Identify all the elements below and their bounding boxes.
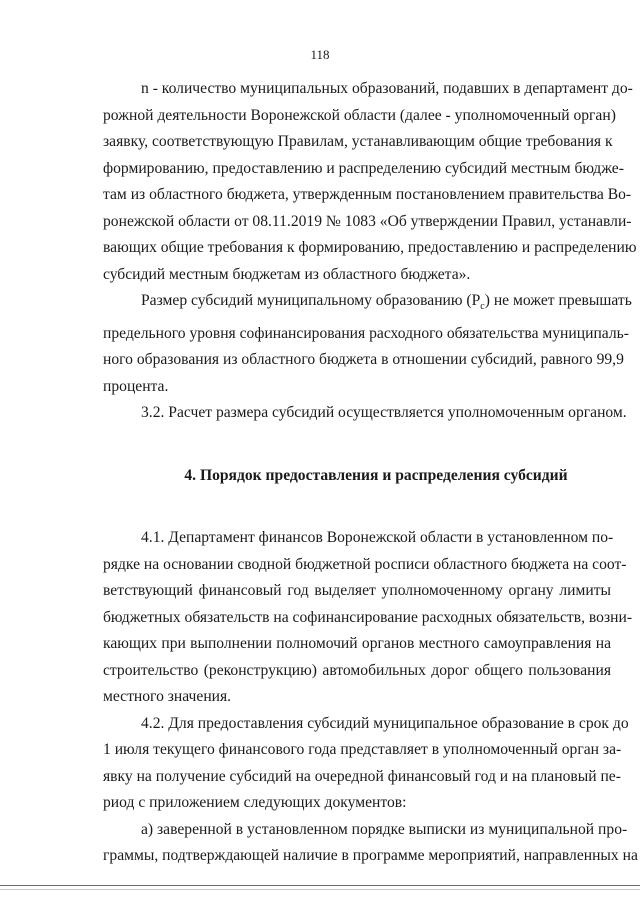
text-line: рожной деятельности Воронежской области (далее - уполномоченный орган) <box>103 106 616 124</box>
text-line: кающих при выполнении полномочий органов местного самоуправления на <box>103 635 611 653</box>
paragraph-n-definition <box>103 76 637 288</box>
text-line: ронежской области от 08.11.2019 № 1083 «Об утверждении Правил, устанавли- <box>103 212 632 230</box>
paragraph-item-a <box>103 817 638 870</box>
text-line: а) заверенной в установленном порядке выписки из муниципальной про- <box>141 820 628 838</box>
paragraph-4-2 <box>103 711 629 817</box>
text-line: заявку, соответствующую Правилам, устанавливающим общие требования к <box>103 133 613 150</box>
text-line: вающих общие требования к формированию, предоставлению и распределению <box>103 239 637 256</box>
text-line: граммы, подтверждающей наличие в программе мероприятий, направленных на <box>103 847 638 865</box>
subscript: с <box>480 301 485 313</box>
text-line: 3.2. Расчет размера субсидий осуществляется уполномоченным органом. <box>141 404 627 422</box>
text-line: явку на получение субсидий на очередной финансовый год и на плановый пе- <box>103 767 621 785</box>
section-heading: 4. Порядок предоставления и распределения субсидий <box>184 466 568 484</box>
text-line: рядке на основании сводной бюджетной росписи областного бюджета на соот- <box>103 555 627 573</box>
text-line: бюджетных обязательств на софинансирование расходных обязательств, возни- <box>103 608 633 626</box>
text-line: субсидий местным бюджетам из областного бюджета». <box>103 265 471 283</box>
text-line: ного образования из областного бюджета в отношении субсидий, равного 99,9 <box>103 351 624 369</box>
text-line: формированию, предоставлению и распределению субсидий местным бюдже- <box>103 159 624 177</box>
paragraph-3-2 <box>103 400 627 427</box>
text-line: ветствующий финансовый год выделяет уполномоченному органу лимиты <box>103 582 611 600</box>
text-line: 1 июля текущего финансового года представляет в уполномоченный орган за- <box>103 741 622 759</box>
text-line: 4.2. Для предоставления субсидий муниципальное образование в срок до <box>141 714 629 732</box>
text-line: там из областного бюджета, утвержденным постановлением правительства Во- <box>103 186 632 203</box>
paragraph-subsidy-limit <box>103 288 632 400</box>
text-line: строительство (реконструкцию) автомобильных дорог общего пользования <box>103 661 611 679</box>
text-line: 4.1. Департамент финансов Воронежской области в установленном по- <box>141 529 614 547</box>
page-number: 118 <box>310 47 330 62</box>
text-fragment: Размер субсидий муниципальному образованию (Р <box>141 292 481 309</box>
bottom-rule <box>0 885 640 886</box>
document-body <box>103 76 638 870</box>
text-line: риод с приложением следующих документов: <box>103 794 407 812</box>
text-line: предельного уровня софинансирования расходного обязательства муниципаль- <box>103 324 629 342</box>
text-fragment: ) не может превышать <box>484 292 632 309</box>
text-line <box>103 288 632 321</box>
bottom-rule-faint <box>0 889 640 890</box>
paragraph-4-1 <box>103 525 633 711</box>
text-line: n - количество муниципальных образований, подавших в департамент до- <box>141 80 633 97</box>
text-line: местного значения. <box>103 688 232 706</box>
text-line: процента. <box>103 377 169 395</box>
